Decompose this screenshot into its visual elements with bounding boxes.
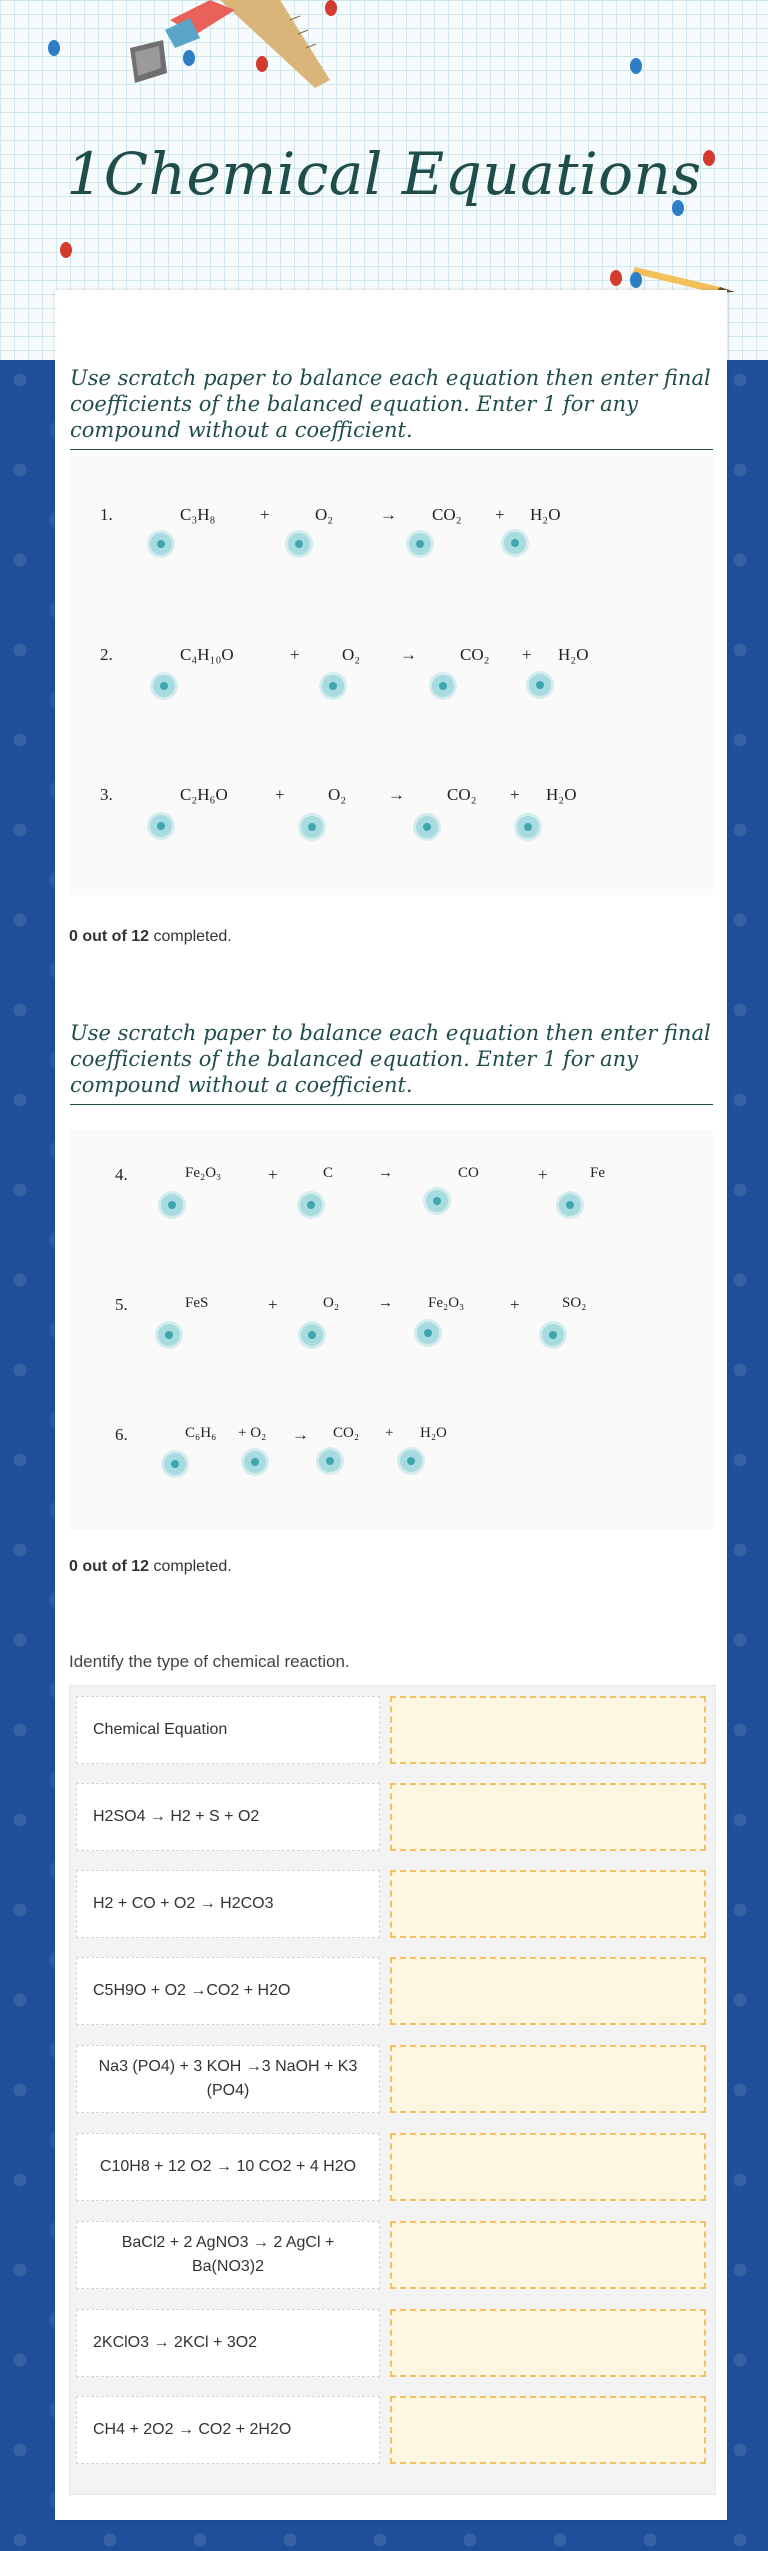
plus-sign: + <box>275 785 285 804</box>
table-row <box>70 2215 715 2295</box>
plus-sign: + <box>268 1295 278 1314</box>
coefficient-blank[interactable] <box>517 816 539 838</box>
coefficient-blank[interactable] <box>164 1453 186 1475</box>
plus-sign: + <box>510 785 520 804</box>
drop-zone[interactable] <box>390 1696 706 1764</box>
arrow: → <box>400 645 417 664</box>
compound: Fe <box>590 1165 605 1181</box>
coefficient-blank[interactable] <box>529 674 551 696</box>
table-row <box>70 2039 715 2119</box>
table-row <box>70 2390 715 2470</box>
compound: CO₂ <box>460 645 490 664</box>
coefficient-blank[interactable] <box>504 532 526 554</box>
plus-sign: + <box>538 1165 548 1184</box>
compound: Fe₂O₃ <box>185 1165 222 1181</box>
equation-row <box>70 1295 713 1355</box>
equation-card[interactable]: H2SO4 → H2 + S + O2 <box>76 1783 380 1851</box>
table-row <box>70 1951 715 2031</box>
arrow: → <box>380 505 397 524</box>
plus-sign: + <box>385 1425 394 1441</box>
decor-dot <box>610 270 622 286</box>
plus-compound: + O₂ <box>238 1425 267 1441</box>
drop-zone[interactable] <box>390 2045 706 2113</box>
equation-number: 3. <box>100 785 113 804</box>
coefficient-blank[interactable] <box>244 1451 266 1473</box>
decor-dot <box>325 0 337 16</box>
plus-sign: + <box>290 645 300 664</box>
compound: C₄H₁₀O <box>180 645 234 664</box>
progress-text: 0 out of 12 completed. <box>69 1558 232 1575</box>
compound: CO₂ <box>432 505 462 524</box>
equation-row <box>70 1165 713 1225</box>
equation-card[interactable]: C5H9O + O2 →CO2 + H2O <box>76 1957 380 2025</box>
plus-sign: + <box>510 1295 520 1314</box>
coefficient-blank[interactable] <box>301 1324 323 1346</box>
equation-row <box>70 785 713 845</box>
compound: O₂ <box>342 645 361 664</box>
coefficient-blank[interactable] <box>322 675 344 697</box>
matching-table <box>69 1685 716 2495</box>
coefficient-blank[interactable] <box>426 1190 448 1212</box>
coefficient-blank[interactable] <box>417 1322 439 1344</box>
progress-text: 0 out of 12 completed. <box>69 928 232 945</box>
arrow: → <box>388 785 405 804</box>
equation-card[interactable]: H2 + CO + O2 → H2CO3 <box>76 1870 380 1938</box>
equation-card[interactable]: Na3 (PO4) + 3 KOH →3 NaOH + K3 (PO4) <box>76 2045 380 2113</box>
decor-dot <box>630 58 642 74</box>
equation-number: 1. <box>100 505 113 524</box>
coefficient-blank[interactable] <box>158 1324 180 1346</box>
compound: C₂H₆O <box>180 785 228 804</box>
coefficient-blank[interactable] <box>288 533 310 555</box>
decor-dot <box>630 272 642 288</box>
equation-card[interactable]: 2KClO3 → 2KCl + 3O2 <box>76 2309 380 2377</box>
equation-number: 2. <box>100 645 113 664</box>
pencil-sharpener-icon <box>125 38 170 88</box>
equation-card[interactable]: Chemical Equation <box>76 1696 380 1764</box>
coefficient-blank[interactable] <box>161 1194 183 1216</box>
table-row <box>70 2127 715 2207</box>
coefficient-blank[interactable] <box>400 1450 422 1472</box>
coefficient-blank[interactable] <box>409 533 431 555</box>
compound: Fe₂O₃ <box>428 1295 465 1311</box>
page-title: 1Chemical Equations <box>66 140 702 208</box>
compound: O₂ <box>328 785 347 804</box>
coefficient-blank[interactable] <box>319 1450 341 1472</box>
coefficient-blank[interactable] <box>153 675 175 697</box>
coefficient-blank[interactable] <box>150 815 172 837</box>
instructions-text: Use scratch paper to balance each equation then enter final coefficients of the balanced equation. Enter 1 for any compound without a coefficient. <box>70 365 713 450</box>
coefficient-blank[interactable] <box>542 1324 564 1346</box>
compound: C₃H₈ <box>180 505 216 524</box>
table-row <box>70 1864 715 1944</box>
equation-card[interactable]: C10H8 + 12 O2 → 10 CO2 + 4 H2O <box>76 2133 380 2201</box>
plus-sign: + <box>260 505 270 524</box>
coefficient-blank[interactable] <box>301 816 323 838</box>
drop-zone[interactable] <box>390 2221 706 2289</box>
drop-zone[interactable] <box>390 2309 706 2377</box>
worksheet-card <box>55 290 727 2520</box>
drop-zone[interactable] <box>390 1957 706 2025</box>
compound: H₂O <box>530 505 561 524</box>
instructions-text: Use scratch paper to balance each equation then enter final coefficients of the balanced equation. Enter 1 for any compound without a coefficient. <box>70 1020 713 1105</box>
equation-number: 4. <box>115 1165 128 1184</box>
eraser-icon <box>160 0 240 50</box>
drop-zone[interactable] <box>390 2396 706 2464</box>
plus-sign: + <box>522 645 532 664</box>
coefficient-blank[interactable] <box>559 1194 581 1216</box>
decor-dot <box>183 50 195 66</box>
drop-zone[interactable] <box>390 1870 706 1938</box>
equation-card[interactable]: CH4 + 2O2 → CO2 + 2H2O <box>76 2396 380 2464</box>
compound: H₂O <box>420 1425 447 1441</box>
compound: O₂ <box>315 505 334 524</box>
equation-number: 6. <box>115 1425 128 1444</box>
compound: CO <box>458 1165 479 1181</box>
equation-block <box>70 1130 713 1530</box>
drop-zone[interactable] <box>390 2133 706 2201</box>
equation-block <box>70 455 713 895</box>
question-label: Identify the type of chemical reaction. <box>69 1652 350 1671</box>
compound: C <box>323 1165 334 1181</box>
coefficient-blank[interactable] <box>432 675 454 697</box>
table-row <box>70 1777 715 1857</box>
plus-sign: + <box>495 505 505 524</box>
decor-dot <box>48 40 60 56</box>
compound: C₆H₆ <box>185 1425 217 1441</box>
table-row <box>70 2303 715 2383</box>
coefficient-blank[interactable] <box>300 1194 322 1216</box>
coefficient-blank[interactable] <box>150 533 172 555</box>
equation-row <box>70 645 713 705</box>
compound: FeS <box>185 1295 209 1311</box>
coefficient-blank[interactable] <box>416 816 438 838</box>
compound: O₂ <box>323 1295 340 1311</box>
equation-card[interactable]: BaCl2 + 2 AgNO3 → 2 AgCl + Ba(NO3)2 <box>76 2221 380 2289</box>
compound: CO₂ <box>447 785 477 804</box>
arrow: → <box>292 1425 309 1444</box>
decor-dot <box>60 242 72 258</box>
compound: SO₂ <box>562 1295 587 1311</box>
arrow: → <box>378 1165 393 1181</box>
table-row <box>70 1690 715 1770</box>
compound: CO₂ <box>333 1425 360 1441</box>
decor-dot <box>256 56 268 72</box>
equation-number: 5. <box>115 1295 128 1314</box>
compound: H₂O <box>558 645 589 664</box>
equation-row <box>70 505 713 565</box>
equation-row <box>70 1425 713 1485</box>
arrow: → <box>378 1295 393 1311</box>
plus-sign: + <box>268 1165 278 1184</box>
compound: H₂O <box>546 785 577 804</box>
drop-zone[interactable] <box>390 1783 706 1851</box>
